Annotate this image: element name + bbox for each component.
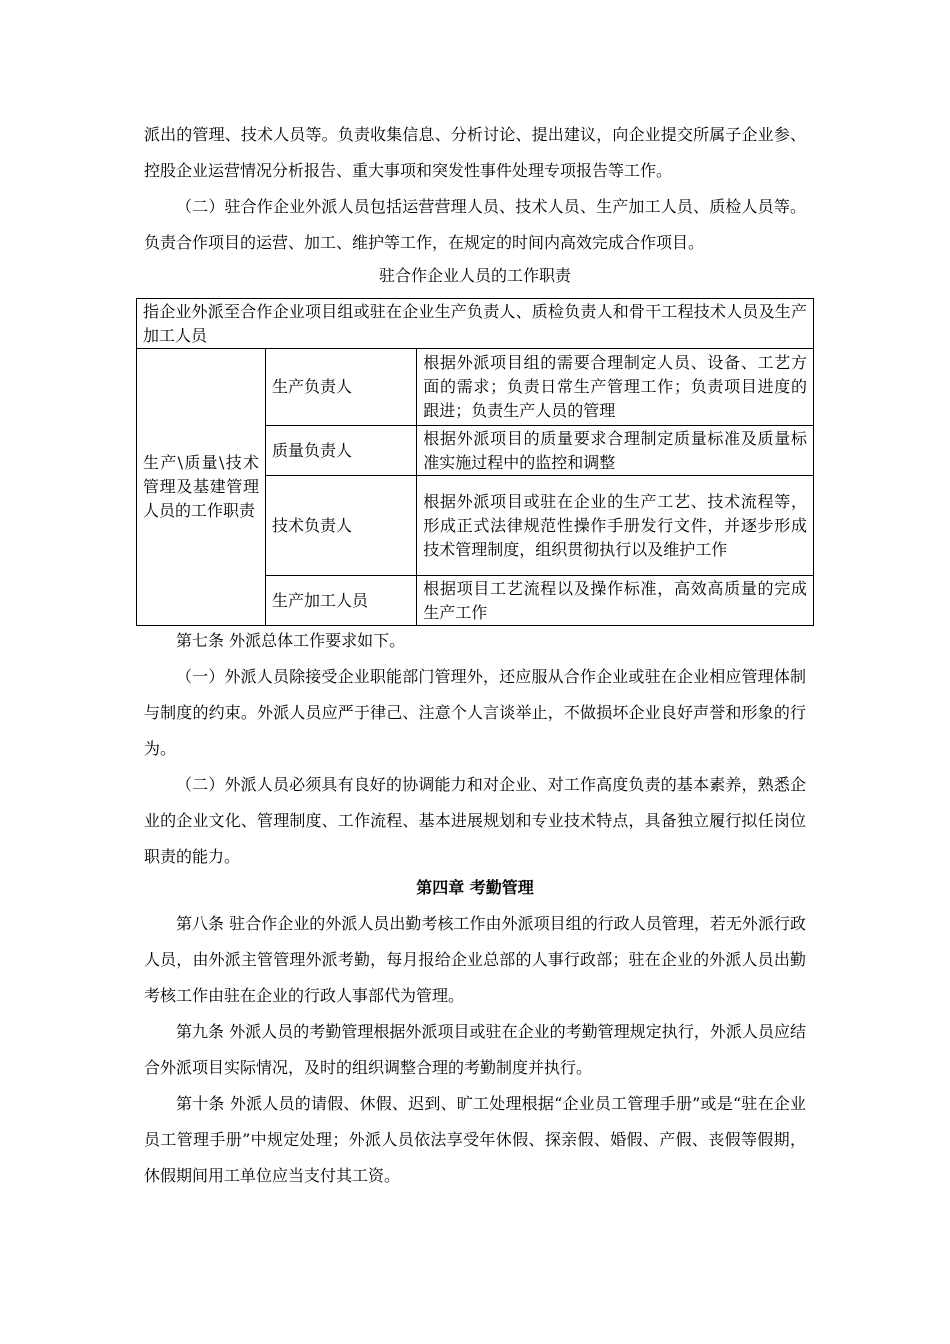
table-header-row [137, 299, 814, 349]
duty-cell: 根据外派项目的质量要求合理制定质量标准及质量标准实施过程中的监控和调整 [417, 426, 814, 476]
paragraph-continuation: 派出的管理、技术人员等。负责收集信息、分析讨论、提出建议，向企业提交所属子企业参、控股企业运营情况分析报告、重大事项和突发性事件处理专项报告等工作。 [144, 125, 806, 180]
chapter-heading: 第四章 考勤管理 [416, 878, 534, 897]
article-9: 第九条 外派人员的考勤管理根据外派项目或驻在企业的考勤管理规定执行，外派人员应结合外派项目实际情况，及时的组织调整合理的考勤制度并执行。 [144, 1022, 806, 1077]
article-7-item-1: （一）外派人员除接受企业职能部门管理外，还应服从合作企业或驻在企业相应管理体制与制度的约束。外派人员应严于律己、注意个人言谈举止，不做损坏企业良好声誉和形象的行为。 [144, 667, 806, 758]
duty-table [136, 298, 814, 626]
paragraph-item-2: （二）驻合作企业外派人员包括运营营理人员、技术人员、生产加工人员、质检人员等。负责合作项目的运营、加工、维护等工作，在规定的时间内高效完成合作项目。 [144, 197, 806, 252]
duty-cell: 根据外派项目组的需要合理制定人员、设备、工艺方面的需求；负责日常生产管理工作；负责项目进度的跟进；负责生产人员的管理 [417, 349, 814, 426]
role-cell: 质量负责人 [266, 426, 417, 476]
table-row [137, 349, 814, 426]
article-7-item-2: （二）外派人员必须具有良好的协调能力和对企业、对工作高度负责的基本素养，熟悉企业的企业文化、管理制度、工作流程、基本进展规划和专业技术特点，具备独立履行拟任岗位职责的能力。 [144, 775, 806, 866]
role-cell: 生产加工人员 [266, 576, 417, 626]
article-7-title: 第七条 外派总体工作要求如下。 [176, 631, 406, 650]
article-10: 第十条 外派人员的请假、休假、迟到、旷工处理根据“企业员工管理手册”或是“驻在企业员工管理手册”中规定处理；外派人员依法享受年休假、探亲假、婚假、产假、丧假等假期，休假期间用工单位应当支付其工资。 [144, 1094, 806, 1185]
table-caption: 驻合作企业人员的工作职责 [378, 266, 571, 285]
role-cell: 生产负责人 [266, 349, 417, 426]
article-8: 第八条 驻合作企业的外派人员出勤考核工作由外派项目组的行政人员管理，若无外派行政人员，由外派主管管理外派考勤，每月报给企业总部的人事行政部；驻在企业的外派人员出勤考核工作由驻在企业的行政人事部代为管理。 [144, 914, 806, 1005]
duty-cell: 根据项目工艺流程以及操作标准，高效高质量的完成生产工作 [417, 576, 814, 626]
duty-cell: 根据外派项目或驻在企业的生产工艺、技术流程等，形成正式法律规范性操作手册发行文件，并逐步形成技术管理制度，组织贯彻执行以及维护工作 [417, 476, 814, 576]
role-cell: 技术负责人 [266, 476, 417, 576]
table-header-cell: 指企业外派至合作企业项目组或驻在企业生产负责人、质检负责人和骨干工程技术人员及生产加工人员 [137, 299, 814, 349]
category-cell: 生产\质量\技术管理及基建管理人员的工作职责 [137, 349, 266, 626]
